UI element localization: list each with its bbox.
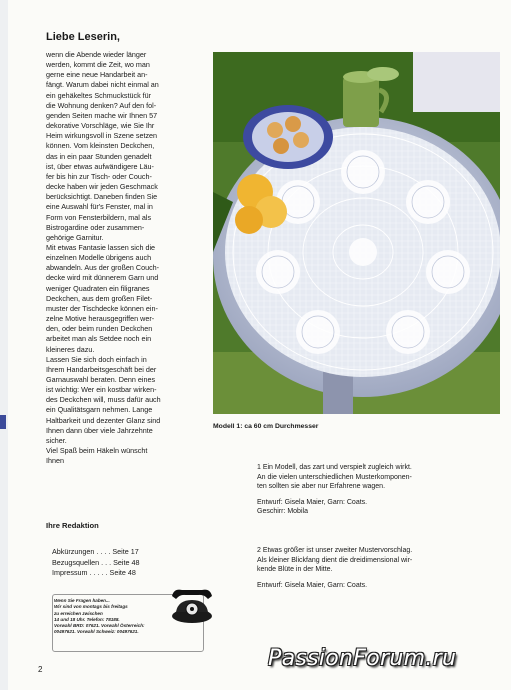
toc-label: Abkürzungen (52, 547, 95, 556)
intro-line: fer bis hin zur Tisch- oder Couch- (46, 171, 152, 181)
intro-line: einzelnen Modelle übrigens auch (46, 253, 152, 263)
intro-line: Ihnen dann über viele Jahrzehnte (46, 425, 153, 435)
intro-line: Viel Spaß beim Häkeln wünscht (46, 446, 148, 456)
intro-line: kleineres dazu. (46, 344, 95, 354)
intro-line: Bistrogardine oder zusammen- (46, 222, 145, 232)
intro-line: das in ein paar Stunden genadelt (46, 151, 152, 161)
contact-line: 14 und 18 Uhr. Telefon: 78188. (54, 616, 120, 622)
intro-line: Deckchen, aus dem großen Filet- (46, 293, 153, 303)
intro-line: die Wohnung denken? Auf den fol- (46, 100, 157, 110)
intro-line: gerne eine neue Handarbeit an- (46, 70, 148, 80)
intro-line: Ihrem Handarbeitsgeschäft bei der (46, 364, 157, 374)
toc-label: Impressum (52, 568, 88, 577)
intro-line: den, oder beim runden Deckchen (46, 324, 153, 334)
intro-line: Mit etwas Fantasie lassen sich die (46, 242, 156, 252)
toc-page: Seite 48 (111, 557, 140, 567)
intro-line: fängt. Warum dabei nicht einmal an (46, 80, 159, 90)
model-credit-line: Geschirr: Mobila (257, 508, 308, 516)
toc-row (52, 568, 212, 579)
intro-line: decke haben wir jeden Geschmack (46, 182, 158, 192)
doily-photo (213, 52, 500, 414)
model-credit-line: Entwurf: Gisela Maier, Garn: Coats. (257, 581, 368, 589)
telephone-icon (168, 582, 216, 626)
photo-caption: Modell 1: ca 60 cm Durchmesser (213, 423, 319, 430)
intro-line: Heim wirkungsvoll in Szene setzen (46, 131, 158, 141)
contact-text (54, 598, 174, 636)
model-text-line: kende Blüte in der Mitte. (257, 566, 333, 574)
model-text-line: 1 Ein Modell, das zart und verspielt zugleich wirkt. (257, 464, 412, 471)
model-credit-line: Entwurf: Gisela Maier, Garn: Coats. (257, 498, 368, 506)
contact-line: 00497621. Vorwahl Schweiz: 00497621. (54, 629, 139, 635)
toc-dots: . . . (99, 557, 112, 567)
toc-row (52, 558, 212, 569)
toc-row (52, 547, 212, 558)
model-text-line: An die vielen unterschiedlichen Musterkomponen- (257, 473, 412, 481)
intro-line: dekorative Vorschläge, wie Sie Ihr (46, 121, 155, 131)
contact-line: Vorwahl BRD: 07621. Vorwahl Österreich: (54, 623, 145, 629)
toc-dots: . . . . . (87, 568, 108, 577)
intro-line: sicher. (46, 435, 67, 445)
intro-line: ein gehäkeltes Schmuckstück für (46, 90, 152, 100)
contact-line: Wir sind von montags bis freitags (54, 604, 128, 610)
model-2-description (257, 546, 497, 590)
section-tab-marker (0, 415, 6, 429)
intro-line: Haltbarkeit und dezenter Glanz sind (46, 415, 161, 425)
intro-line: abwandeln. Aus der großen Couch- (46, 263, 160, 273)
intro-line: Garnauswahl beraten. Denn eines (46, 375, 156, 384)
intro-line: berücksichtigt. Daneben finden Sie (46, 192, 158, 202)
contact-info-box (44, 588, 204, 660)
intro-line: Form von Fensterbildern, mal als (46, 212, 152, 222)
intro-line: werden, kommt die Zeit, wo man (46, 60, 150, 70)
model-text-line: ten sollten sie aber nur Erfahrene wagen. (257, 483, 386, 491)
table-of-contents (52, 547, 212, 579)
page-number: 2 (38, 665, 43, 674)
watermark: PassionForum.ru (268, 646, 457, 671)
intro-line: ein Qualitätsgarn nehmen. Lange (46, 405, 153, 415)
intro-line: weniger Quadraten ein filigranes (46, 283, 150, 293)
contact-line: zu erreichen zwischen (54, 610, 103, 616)
signature: Ihre Redaktion (46, 521, 99, 530)
intro-line: zelne Motive herausgegriffen wer- (46, 314, 155, 324)
intro-line: arbeitet man als Setdee noch ein (46, 334, 152, 344)
intro-line: gehörige Garnitur. (46, 232, 104, 242)
model-text-line: 2 Etwas größer ist unser zweiter Mustervorschlag. (257, 547, 413, 554)
intro-line: können. Vom kleinsten Deckchen, (46, 141, 155, 151)
toc-page: Seite 48 (107, 568, 136, 577)
intro-line: eine Auswahl für's Fenster, mal in (46, 202, 153, 212)
intro-line: Ihnen (46, 456, 64, 466)
toc-label: Bezugsquellen (52, 557, 100, 567)
page-edge (0, 0, 8, 690)
intro-line: Lassen Sie sich doch einfach in (46, 354, 147, 364)
intro-line: ist, über etwas aufwändigere Läu- (46, 161, 154, 171)
model-1-description (257, 463, 497, 517)
intro-text (46, 50, 206, 466)
intro-line: des Deckchen will, muss dafür auch (46, 395, 161, 405)
intro-line: genden Seiten mache wir Ihnen 57 (46, 110, 158, 120)
intro-line: ist wichtig: Wer ein kostbar wirken- (46, 385, 157, 395)
intro-line: decke wird mit dünnerem Garn und (46, 273, 159, 283)
intro-line: muster der Tischdecke können ein- (46, 303, 158, 313)
greeting-heading: Liebe Leserin, (46, 31, 120, 43)
model-text-line: Als kleiner Blickfang dient die dreidimensional wir- (257, 556, 413, 564)
toc-page: Seite 17 (110, 547, 139, 556)
toc-dots: . . . . (94, 547, 111, 556)
contact-line: Wenn Sie Fragen haben... (54, 598, 110, 603)
intro-line: wenn die Abende wieder länger (46, 50, 147, 59)
